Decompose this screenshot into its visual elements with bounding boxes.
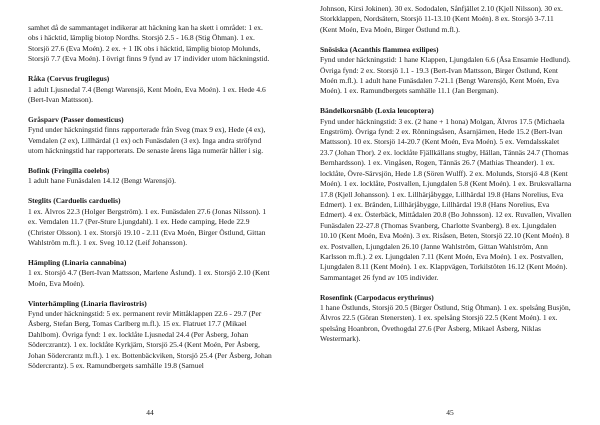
paragraph: Fynd under häckningstid: 5 ex. permanent revir Mittåklappen 22.6 - 29.7 (Per Åsberg, Stefan Berg, Tomas Carlberg m.fl.). 15 ex. Flatruet 17.7 (Mikael Dahlbom). Övriga fynd: 1 ex. locklåte Ljusnedal 24.4 (Per Åsberg, Johan Söderczrantz). 1 ex. locklåte Kyrkjärn, Storsjö 25.4 (Kent Moén, Per Åsberg, Johan Södercrantz m.fl.). 1 ex. Bottenbäckviken, Storsjö 25.4 (Per Åsberg, Johan Södercrantz). 5 ex. Ramundbergets samhälle 19.8 (Samuel (28, 308, 272, 370)
species-entry (320, 106, 572, 283)
species-entry (320, 45, 572, 97)
paragraph: 1 adult Ljusnedal 7.4 (Bengt Warensjö, Kent Moén, Eva Moén). 1 ex. Hede 4.6 (Bert-Ivan Mattsson). (28, 84, 266, 104)
page-number: 45 (446, 408, 454, 417)
species-heading: Råka (Corvus frugilegus) (28, 74, 110, 84)
page-number: 44 (146, 408, 154, 417)
species-entry (28, 115, 272, 157)
right-page (300, 0, 600, 425)
paragraph: 1 ex. Älvros 22.3 (Holger Bergström). 1 ex. Funäsdalen 27.6 (Jonas Nilsson). 1 ex. Vemdalen 11.7 (Per-Sture Ljungdahl). 1 ex. Hede camping, Hede 22.9 (Christer Olsson). 1 ex. Storsjö 19.10 - 2.11 (Eva Moén, Birger Östlund, Gittan Wahlström m.fl.). 1 ex. Sveg 10.12 (Leif Johansson). (28, 206, 267, 247)
text-block (28, 23, 272, 65)
species-heading: Bändelkorsnäbb (Loxia leucoptera) (320, 106, 434, 116)
right-page-content (320, 4, 572, 345)
species-entry (28, 166, 272, 187)
paragraph: 1 hane Östlunds, Storsjö 20.5 (Birger Östlund, Stig Öhman). 1 ex. spelsång Busjön, Älvros 22.5 (Göran Stenersten). 1 ex. spelsång Storsjö 22.5 (Kent Moén). 1 ex. spelsång Hoanbron, Övethogdal 27.6 (Per Åsberg, Mikael Åsberg, Niklas Westermark). (320, 303, 571, 344)
species-heading: Vinterhämpling (Linaria flavirostris) (28, 298, 147, 308)
paragraph: Fynd under häckningstid finns rapporterade från Sveg (max 9 ex), Hede (4 ex), Vemdalen (2 ex), Lillhärdal (1 ex) och Funäsdalen (3 ex). Inga andra ströfynd utom häckningstid har rapporterats. De senaste årens läga numerär håller i sig. (28, 125, 266, 156)
text-block (320, 4, 572, 35)
species-entry (320, 293, 572, 345)
paragraph: Johnson, Kirsi Jokinen). 30 ex. Sododalen, Sånfjället 2.10 (Kjell Nilsson). 30 ex. Storkklappen, Nordsätern, Storsjö 11-13.10 (Kent Moén). 8 ex. Storsjö 3-7.11 (Kent Moén, Eva Moén, Birger Östlund m.fl.). (320, 4, 563, 34)
paragraph: 1 adult hane Funäsdalen 14.12 (Bengt Warensjö). (28, 176, 176, 186)
species-entry (28, 258, 272, 289)
left-page-content (28, 23, 272, 371)
paragraph: Fynd under häckningstid: 3 ex. (2 hane + 1 hona) Molgan, Älvros 17.5 (Michaela Engström). Övriga fynd: 2 ex. Rönningsåsen, Åsarnjärnen, Hede 15.2 (Bert-Ivan Mattsson). 10 ex. Storsjö 14-20.7 (Kent Moén, Eva Moén). 5 ex. Vemdalsskalet 23.7 (Johan Thor). 2 ex. locklåte Fjällkällans stugby, Hällan, Tännäs 24.7 (Thomas Bernhardsson). 1 ex. Vingåsen, Rogen, Tännäs 26.7 (Mathias Theander). 1 ex. locklåte, Övre-Särvsjön, Hede 1.8 (Sören Wulff). 2 ex. Molunds, Storsjö 4.8 (Kent Moén). 1 ex. locklåte, Postvallen, Ljungdalen 5.8 (Kent Moén). 1 ex. Bruksvallarna 17.8 (Kjell Johansson). 1 ex. Lillhärjåbygge, Lillhärdal 19.8 (Hans Norelius, Eva Edmert). 1 ex. Bränden, Lillhärjåbygge, Lillhärdal 19.8 (Hans Norelius, Eva Edmert). 4 ex. Österbäck, Mittådalen 20.8 (Bo Johnsson). 12 ex. Ruvallen, Vivallen Funäsdalen 22-27.8 (Thomas Svanberg, Charlotte Svanberg). 8 ex. Ljungdalen 10.10 (Kent Moén, Eva Moén). 3 ex. Risåsen, Beten, Storsjö 22.10 (Kent Moén). 8 ex. Postvallen, Ljungdalen 26.10 (Janne Wahlström, Gittan Wahlström, Ann Karlsson m.fl.). 2 ex. Ljungdalen 7.11 (Kent Moén, Eva Moén). 1 ex. Postvallen, Ljungdalen 8.11 (Kent Moén). 1 ex. Klappvägen, Torkilstöten 16.12 (Kent Moén). Sammantaget 26 fynd av 105 individer. (320, 116, 572, 282)
species-heading: Rosenfink (Carpodacus erythrinus) (320, 292, 434, 302)
species-heading: Steglits (Carduelis carduelis) (28, 196, 121, 206)
species-entry (28, 74, 272, 105)
species-heading: Hämpling (Linaria cannabina) (28, 257, 127, 267)
paragraph: Fynd under häckningstid: 1 hane Klappen, Ljungdalen 6.6 (Åsa Ensamie Hedlund). Övriga fynd: 2 ex. Storsjö 1.1 - 19.3 (Bert-Ivan Mattsson, Birger Östlund, Kent Moén m.fl.). 1 adult hane Funäsdalen 7-21.1 (Bengt Warensjö, Kent Moén, Eva Moén). 1 ex. Ramundbergets samhälle 11.1 (Jan Bergman). (320, 55, 571, 96)
species-heading: Snösiska (Acanthis flammea exilipes) (320, 44, 439, 54)
species-heading: Gråsparv (Passer domesticus) (28, 114, 124, 124)
species-heading: Bofink (Fringilla coelebs) (28, 165, 110, 175)
paragraph: 1 ex. Storsjö 4.7 (Bert-Ivan Mattsson, Marlene Åslund). 1 ex. Storsjö 2.10 (Kent Moén, Eva Moén). (28, 268, 270, 288)
species-entry (28, 196, 272, 248)
paragraph: samhet då de sammantaget indikerar att häckning kan ha skett i området: 1 ex. obs i häcktid, lämplig biotop Nordhs. Storsjö 2.5 - 16.8 (Stig Öhman). 1 ex. Storsjö 27.6 (Eva Moén). 2 ex. + 1 IK obs i häcktid, lämplig biotop Molunds, Storsjö 7.7 (Eva Moén). I övrigt finns 9 fynd av 17 individer utom häckningstid. (28, 23, 270, 64)
species-entry (28, 299, 272, 372)
